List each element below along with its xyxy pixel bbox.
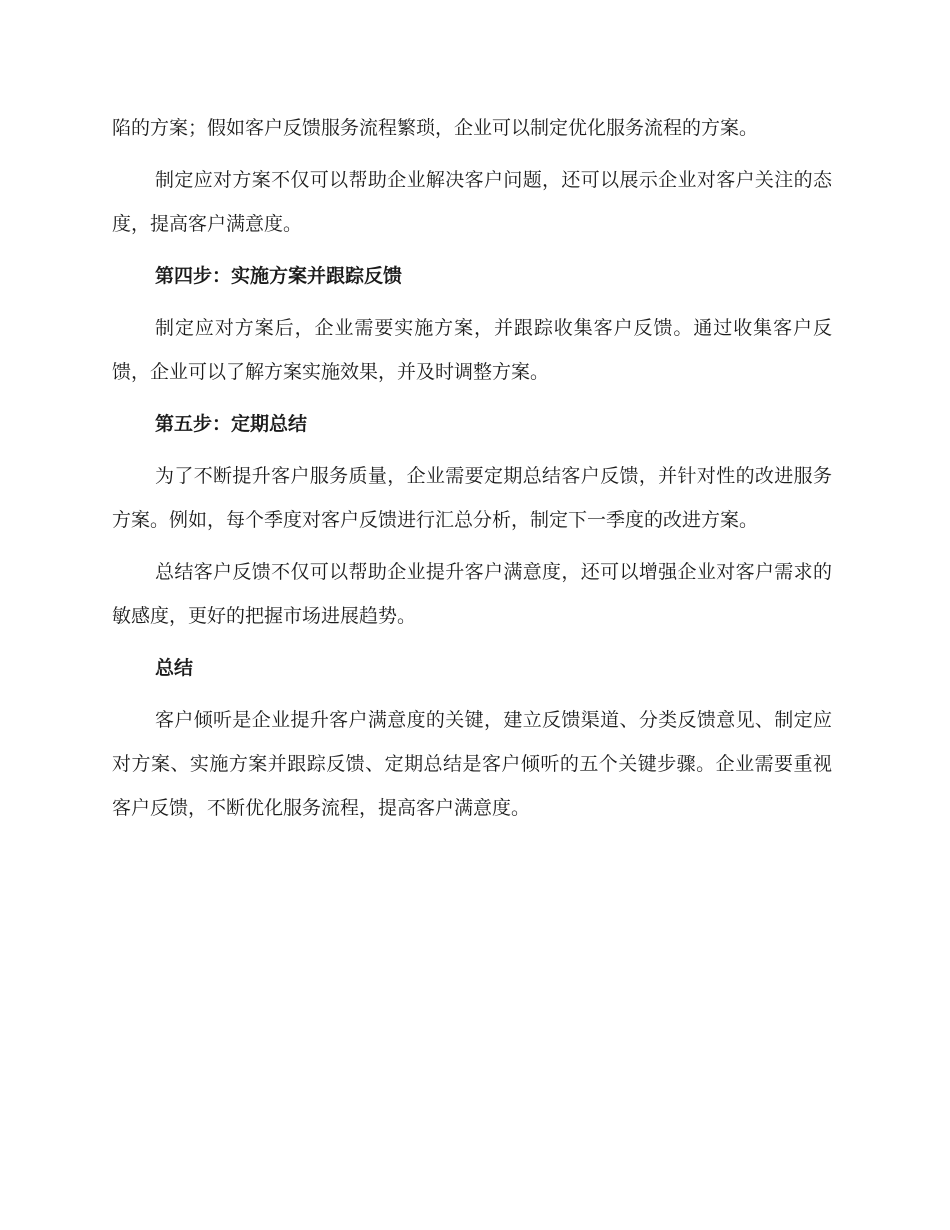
- paragraph: 总结客户反馈不仅可以帮助企业提升客户满意度，还可以增强企业对客户需求的敏感度，更好的把握市场进展趋势。: [112, 561, 832, 627]
- document-body: [112, 106, 832, 838]
- paragraph: 制定应对方案后，企业需要实施方案，并跟踪收集客户反馈。通过收集客户反馈，企业可以了解方案实施效果，并及时调整方案。: [112, 317, 832, 383]
- section-heading-summary: 总结: [155, 657, 194, 679]
- section-heading-step-five: 第五步：定期总结: [155, 413, 308, 435]
- paragraph-continued: 陷的方案；假如客户反馈服务流程繁琐，企业可以制定优化服务流程的方案。: [112, 117, 759, 139]
- paragraph: 为了不断提升客户服务质量，企业需要定期总结客户反馈，并针对性的改进服务方案。例如，每个季度对客户反馈进行汇总分析，制定下一季度的改进方案。: [112, 465, 832, 531]
- paragraph: 客户倾听是企业提升客户满意度的关键，建立反馈渠道、分类反馈意见、制定应对方案、实施方案并跟踪反馈、定期总结是客户倾听的五个关键步骤。企业需要重视客户反馈，不断优化服务流程，提高客户满意度。: [112, 709, 832, 819]
- paragraph: 制定应对方案不仅可以帮助企业解决客户问题，还可以展示企业对客户关注的态度，提高客户满意度。: [112, 169, 832, 235]
- section-heading-step-four: 第四步：实施方案并跟踪反馈: [155, 265, 403, 287]
